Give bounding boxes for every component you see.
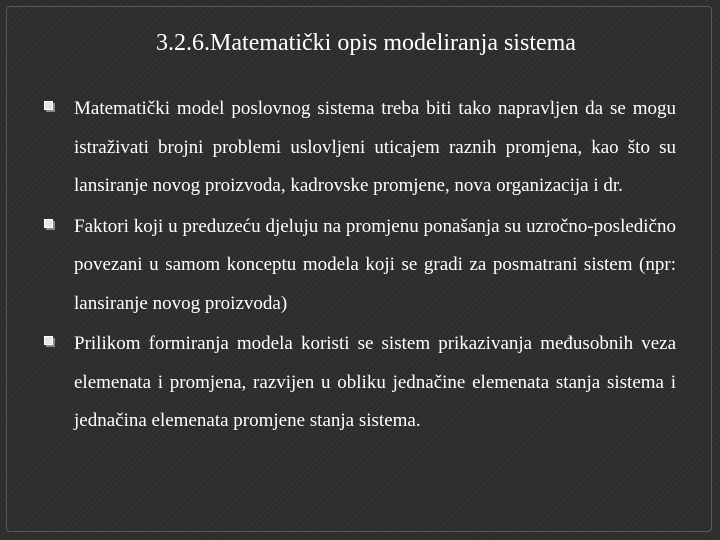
checkbox-square-icon	[44, 101, 55, 112]
bullet-text: Prilikom formiranja modela koristi se sistem prikazivanja međusobnih veza elemenata i promjena, razvijen u obliku jednačine elemenata stanja sistema i jednačina elemenata promjene stanja sistema.	[74, 333, 676, 431]
bullet-text: Faktori koji u preduzeću djeluju na promjenu ponašanja su uzročno-posledično povezani u samom konceptu modela koji se gradi za posmatrani sistem (npr: lansiranje novog proizvoda)	[74, 215, 676, 314]
bullet-item	[40, 208, 676, 324]
bullet-list	[40, 90, 676, 441]
bullet-text: Matematički model poslovnog sistema treba biti tako napravljen da se mogu istraživati brojni problemi uslovljeni uticajem raznih promjena, kao što su lansiranje novog proizvoda, kadrovske promjene, nova organizacija i dr.	[74, 98, 676, 196]
bullet-item	[40, 90, 676, 206]
checkbox-square-icon	[44, 219, 55, 230]
slide-title: 3.2.6.Matematički opis modeliranja sistema	[156, 30, 576, 56]
checkbox-square-icon	[44, 336, 55, 347]
bullet-item	[40, 325, 676, 441]
